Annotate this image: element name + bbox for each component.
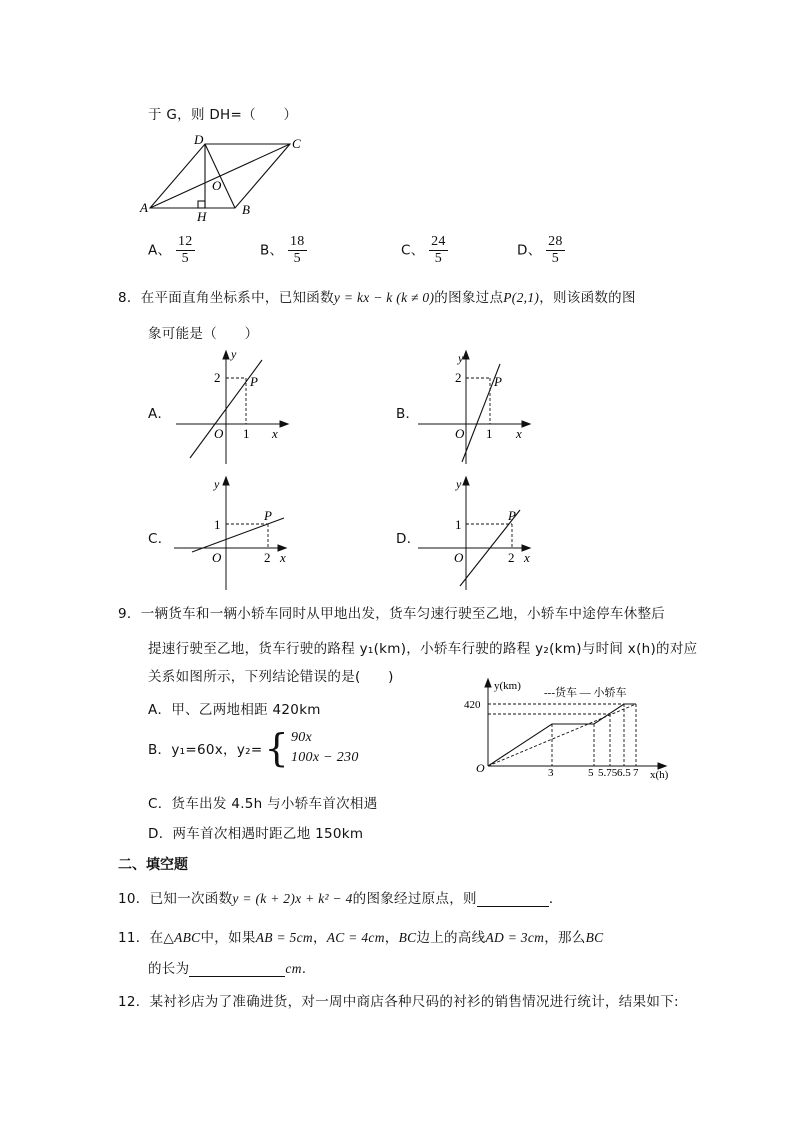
y-axis-label: y xyxy=(231,348,237,361)
label-d: D xyxy=(194,132,204,147)
x-tick-3: 3 xyxy=(548,767,554,779)
q8-point: P(2,1) xyxy=(503,290,540,305)
q9-option-a[interactable]: A．甲、乙两地相距 420km xyxy=(148,702,321,718)
x-tick-label: 1 xyxy=(486,426,493,441)
q9-option-c[interactable]: C．货车出发 4.5h 与小轿车首次相遇 xyxy=(148,796,378,812)
origin-label: O xyxy=(455,426,465,441)
x-tick-label: 2 xyxy=(264,550,271,565)
label-a: A xyxy=(140,200,148,215)
label-o: O xyxy=(212,178,222,193)
q8-stem-line2: 象可能是（ ） xyxy=(148,326,259,342)
y-axis-label: y xyxy=(456,477,462,491)
x-tick-5-75: 5.75 xyxy=(598,767,618,779)
q7-stem-tail: 于 G，则 DH=（ ） xyxy=(148,107,298,123)
origin-label: O xyxy=(212,550,222,565)
q8-function: y = kx − k (k ≠ 0) xyxy=(333,290,435,305)
q10-stem: 10．已知一次函数y = (k + 2)x + k² − 4的图象经过原点，则 ． xyxy=(118,891,563,907)
fraction: $\frac{24}{5}$ xyxy=(431,234,446,266)
x-axis-label: x xyxy=(516,426,522,441)
y-tick-label: 2 xyxy=(214,370,221,385)
x-tick-6-5: 6.5 xyxy=(617,767,631,779)
origin-label: O xyxy=(476,761,485,775)
x-axis-label: x xyxy=(272,426,278,441)
q9-option-b[interactable]: B．y₁=60x，y₂= { 90x 100x − 230 xyxy=(148,726,359,770)
fraction: $\frac{18}{5}$ xyxy=(289,234,305,266)
q8-option-d-letter[interactable]: D． xyxy=(396,531,421,547)
q11-stem: 11．在△ABC中，如果AB = 5cm，AC = 4cm，BC边上的高线AD = 3cm，那么BC xyxy=(118,930,604,946)
q10-function: y = (k + 2)x + k² − 4 xyxy=(232,891,353,906)
x-axis-label: x xyxy=(280,550,286,565)
point-p-label: P xyxy=(250,374,258,389)
point-p-label: P xyxy=(508,508,516,523)
legend: ---货车 — 小轿车 xyxy=(544,687,627,699)
q9-stem-line2: 提速行驶至乙地，货车行驶的路程 y₁(km)，小轿车行驶的路程 y₂(km)与时间 x(h)的对应 xyxy=(148,641,698,657)
x-tick-label: 2 xyxy=(508,550,515,565)
y-tick-420: 420 xyxy=(464,699,481,711)
q11-stem-line2: 的长为 cm. xyxy=(148,961,307,977)
q8-graph-a xyxy=(172,348,292,468)
x-tick-label: 1 xyxy=(243,426,250,441)
q8-graph-c xyxy=(172,474,296,594)
q7-parallelogram-figure xyxy=(138,132,318,224)
case-2: 100x − 230 xyxy=(290,750,359,765)
q7-option-d[interactable]: D、 $\frac{28}{5}$ xyxy=(517,234,563,266)
q7-option-b[interactable]: B、 $\frac{18}{5}$ xyxy=(260,234,305,266)
q7-option-a[interactable]: A、 $\frac{12}{5}$ xyxy=(148,234,193,266)
case-1: 90x xyxy=(290,730,313,745)
q8-graph-b xyxy=(418,348,538,468)
origin-label: O xyxy=(454,550,464,565)
q9-distance-time-graph xyxy=(460,676,680,782)
q8-option-c-letter[interactable]: C． xyxy=(148,531,172,547)
q9-stem-line1: 9．一辆货车和一辆小轿车同时从甲地出发，货车匀速行驶至乙地，小轿车中途停车休整后 xyxy=(118,606,666,622)
q8-option-b-letter[interactable]: B． xyxy=(396,406,420,422)
y-tick-label: 2 xyxy=(455,370,462,385)
q10-answer-blank[interactable] xyxy=(477,906,549,907)
y-tick-label: 1 xyxy=(214,517,221,532)
label-b: B xyxy=(242,202,250,217)
x-axis-label: x xyxy=(524,550,530,565)
fraction: $\frac{28}{5}$ xyxy=(548,234,563,266)
q8-graph-d xyxy=(418,474,542,594)
y-axis-label: y xyxy=(214,477,220,491)
brace-icon: { xyxy=(264,726,289,770)
x-axis-label: x(h) xyxy=(650,769,669,781)
point-p-label: P xyxy=(264,508,272,523)
label-c: C xyxy=(292,136,301,151)
fraction: $\frac{12}{5}$ xyxy=(177,234,193,266)
q8-stem: 8．在平面直角坐标系中，已知函数y = kx − k (k ≠ 0)的图象过点P(2,1)，则该函数的图 xyxy=(118,290,636,306)
q8-option-a-letter[interactable]: A． xyxy=(148,406,172,422)
section-title: 二、填空题 xyxy=(118,857,188,873)
q12-stem: 12．某衬衫店为了准确进货，对一周中商店各种尺码的衬衫的销售情况进行统计，结果如下: xyxy=(118,994,679,1010)
q9-stem-line3: 关系如图所示，下列结论错误的是( ) xyxy=(148,669,394,685)
q7-option-c[interactable]: C、 $\frac{24}{5}$ xyxy=(401,234,446,266)
label-h: H xyxy=(197,209,207,224)
q11-answer-blank[interactable] xyxy=(189,976,285,977)
origin-label: O xyxy=(214,426,224,441)
x-tick-5: 5 xyxy=(588,767,594,779)
y-axis-label: y xyxy=(458,351,464,365)
point-p-label: P xyxy=(494,374,502,389)
x-tick-7: 7 xyxy=(633,767,639,779)
q9-option-d[interactable]: D．两车首次相遇时距乙地 150km xyxy=(148,826,364,842)
y-axis-label: y(km) xyxy=(494,680,521,692)
y-tick-label: 1 xyxy=(455,517,462,532)
